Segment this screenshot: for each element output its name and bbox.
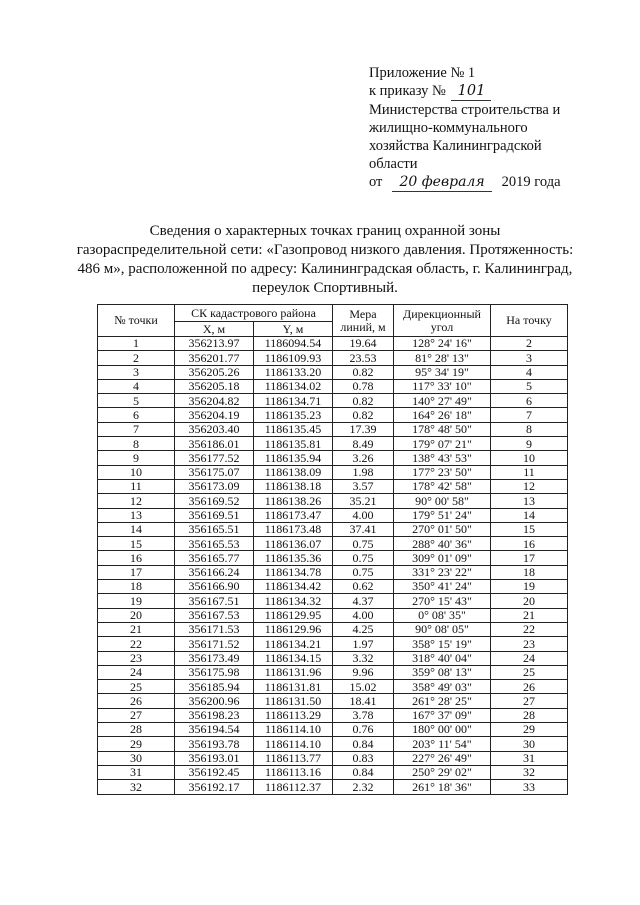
cell-to-point: 8 bbox=[491, 422, 568, 436]
table-header bbox=[98, 305, 568, 337]
header-angle-line-2: угол bbox=[430, 319, 454, 334]
cell-point-no: 24 bbox=[98, 665, 175, 679]
cell-angle: 261° 18' 36" bbox=[394, 780, 491, 794]
cell-point-no: 3 bbox=[98, 365, 175, 379]
cell-to-point: 5 bbox=[491, 379, 568, 393]
cell-x: 356213.97 bbox=[175, 337, 254, 351]
cell-x: 356205.26 bbox=[175, 365, 254, 379]
cell-x: 356193.01 bbox=[175, 751, 254, 765]
cell-length: 35.21 bbox=[333, 494, 394, 508]
cell-point-no: 27 bbox=[98, 708, 175, 722]
cell-x: 356185.94 bbox=[175, 680, 254, 694]
cell-to-point: 18 bbox=[491, 565, 568, 579]
cell-y: 1186129.96 bbox=[254, 622, 333, 636]
cell-to-point: 25 bbox=[491, 665, 568, 679]
cell-length: 9.96 bbox=[333, 665, 394, 679]
cell-point-no: 11 bbox=[98, 479, 175, 493]
cell-angle: 164° 26' 18" bbox=[394, 408, 491, 422]
cell-x: 356204.19 bbox=[175, 408, 254, 422]
table-row bbox=[98, 723, 568, 737]
cell-x: 356165.53 bbox=[175, 537, 254, 551]
cell-y: 1186131.81 bbox=[254, 680, 333, 694]
cell-y: 1186138.26 bbox=[254, 494, 333, 508]
page-title bbox=[60, 222, 590, 298]
cell-length: 4.25 bbox=[333, 622, 394, 636]
cell-y: 1186173.47 bbox=[254, 508, 333, 522]
cell-length: 0.76 bbox=[333, 723, 394, 737]
cell-y: 1186109.93 bbox=[254, 351, 333, 365]
table-row bbox=[98, 522, 568, 536]
cell-x: 356169.51 bbox=[175, 508, 254, 522]
cell-length: 0.84 bbox=[333, 765, 394, 779]
ministry-line-3: хозяйства Калининградской bbox=[369, 138, 542, 154]
cell-to-point: 20 bbox=[491, 594, 568, 608]
cell-x: 356165.51 bbox=[175, 522, 254, 536]
cell-point-no: 13 bbox=[98, 508, 175, 522]
cell-to-point: 4 bbox=[491, 365, 568, 379]
cell-angle: 203° 11' 54" bbox=[394, 737, 491, 751]
cell-length: 18.41 bbox=[333, 694, 394, 708]
header-point-no: № точки bbox=[98, 305, 175, 337]
cell-x: 356173.49 bbox=[175, 651, 254, 665]
cell-to-point: 15 bbox=[491, 522, 568, 536]
cell-y: 1186134.21 bbox=[254, 637, 333, 651]
table-row bbox=[98, 337, 568, 351]
cell-point-no: 22 bbox=[98, 637, 175, 651]
cell-y: 1186114.10 bbox=[254, 723, 333, 737]
cell-angle: 359° 08' 13" bbox=[394, 665, 491, 679]
cell-length: 3.78 bbox=[333, 708, 394, 722]
cell-y: 1186138.18 bbox=[254, 479, 333, 493]
cell-y: 1186113.16 bbox=[254, 765, 333, 779]
table-row bbox=[98, 780, 568, 794]
cell-y: 1186134.71 bbox=[254, 394, 333, 408]
table-row bbox=[98, 394, 568, 408]
cell-length: 19.64 bbox=[333, 337, 394, 351]
cell-y: 1186134.78 bbox=[254, 565, 333, 579]
cell-y: 1186114.10 bbox=[254, 737, 333, 751]
cell-length: 37.41 bbox=[333, 522, 394, 536]
cell-point-no: 21 bbox=[98, 622, 175, 636]
table-row bbox=[98, 437, 568, 451]
cell-point-no: 15 bbox=[98, 537, 175, 551]
heading-line-1: Сведения о характерных точках границ охранной зоны bbox=[149, 223, 501, 239]
cell-x: 356175.07 bbox=[175, 465, 254, 479]
cell-to-point: 26 bbox=[491, 680, 568, 694]
cell-angle: 179° 07' 21" bbox=[394, 437, 491, 451]
cell-x: 356167.51 bbox=[175, 594, 254, 608]
cell-to-point: 10 bbox=[491, 451, 568, 465]
ministry-line-4: области bbox=[369, 156, 418, 172]
cell-x: 356193.78 bbox=[175, 737, 254, 751]
cell-to-point: 13 bbox=[491, 494, 568, 508]
table-row bbox=[98, 408, 568, 422]
table-row bbox=[98, 694, 568, 708]
cell-point-no: 18 bbox=[98, 580, 175, 594]
cell-x: 356192.17 bbox=[175, 780, 254, 794]
cell-to-point: 16 bbox=[491, 537, 568, 551]
cell-x: 356171.53 bbox=[175, 622, 254, 636]
cell-angle: 90° 00' 58" bbox=[394, 494, 491, 508]
cell-y: 1186173.48 bbox=[254, 522, 333, 536]
cell-length: 8.49 bbox=[333, 437, 394, 451]
cell-to-point: 33 bbox=[491, 780, 568, 794]
cell-length: 15.02 bbox=[333, 680, 394, 694]
cell-length: 0.82 bbox=[333, 365, 394, 379]
cell-point-no: 25 bbox=[98, 680, 175, 694]
cell-point-no: 17 bbox=[98, 565, 175, 579]
cell-length: 0.75 bbox=[333, 565, 394, 579]
cell-length: 0.82 bbox=[333, 408, 394, 422]
cell-x: 356177.52 bbox=[175, 451, 254, 465]
cell-x: 356186.01 bbox=[175, 437, 254, 451]
cell-length: 3.26 bbox=[333, 451, 394, 465]
header-length-line-2: линий, м bbox=[340, 319, 386, 334]
cell-angle: 358° 15' 19" bbox=[394, 637, 491, 651]
cell-to-point: 17 bbox=[491, 551, 568, 565]
cell-length: 4.00 bbox=[333, 608, 394, 622]
header-to-point: На точку bbox=[491, 305, 568, 337]
cell-length: 0.83 bbox=[333, 751, 394, 765]
cell-x: 356171.52 bbox=[175, 637, 254, 651]
cell-to-point: 6 bbox=[491, 394, 568, 408]
cell-x: 356194.54 bbox=[175, 723, 254, 737]
cell-angle: 350° 41' 24" bbox=[394, 580, 491, 594]
table-row bbox=[98, 651, 568, 665]
cell-angle: 117° 33' 10" bbox=[394, 379, 491, 393]
cell-point-no: 14 bbox=[98, 522, 175, 536]
table-row bbox=[98, 465, 568, 479]
cell-y: 1186135.81 bbox=[254, 437, 333, 451]
cell-angle: 261° 28' 25" bbox=[394, 694, 491, 708]
table-row bbox=[98, 537, 568, 551]
cell-angle: 90° 08' 05" bbox=[394, 622, 491, 636]
table-row bbox=[98, 379, 568, 393]
cell-y: 1186112.37 bbox=[254, 780, 333, 794]
cell-length: 0.62 bbox=[333, 580, 394, 594]
cell-y: 1186094.54 bbox=[254, 337, 333, 351]
cell-point-no: 19 bbox=[98, 594, 175, 608]
cell-point-no: 23 bbox=[98, 651, 175, 665]
cell-to-point: 3 bbox=[491, 351, 568, 365]
cell-y: 1186134.02 bbox=[254, 379, 333, 393]
date-suffix: 2019 года bbox=[501, 174, 561, 190]
cell-to-point: 28 bbox=[491, 708, 568, 722]
cell-point-no: 6 bbox=[98, 408, 175, 422]
heading-line-3: 486 м», расположенной по адресу: Калининградская область, г. Калининград, bbox=[77, 261, 573, 277]
cell-angle: 178° 42' 58" bbox=[394, 479, 491, 493]
cell-angle: 318° 40' 04" bbox=[394, 651, 491, 665]
boundary-points-table bbox=[97, 304, 568, 795]
header-length bbox=[333, 305, 394, 337]
order-prefix: к приказу № bbox=[369, 83, 446, 99]
cell-x: 356203.40 bbox=[175, 422, 254, 436]
table-row bbox=[98, 551, 568, 565]
table-row bbox=[98, 765, 568, 779]
table-row bbox=[98, 680, 568, 694]
cell-to-point: 22 bbox=[491, 622, 568, 636]
cell-angle: 95° 34' 19" bbox=[394, 365, 491, 379]
cell-angle: 178° 48' 50" bbox=[394, 422, 491, 436]
cell-length: 0.78 bbox=[333, 379, 394, 393]
cell-y: 1186135.23 bbox=[254, 408, 333, 422]
table-row bbox=[98, 508, 568, 522]
header-angle-line-1: Дирекционный bbox=[403, 307, 481, 322]
table-body bbox=[98, 337, 568, 795]
cell-point-no: 2 bbox=[98, 351, 175, 365]
cell-y: 1186113.29 bbox=[254, 708, 333, 722]
cell-y: 1186129.95 bbox=[254, 608, 333, 622]
cell-angle: 331° 23' 22" bbox=[394, 565, 491, 579]
cell-length: 4.37 bbox=[333, 594, 394, 608]
cell-point-no: 12 bbox=[98, 494, 175, 508]
table-row bbox=[98, 580, 568, 594]
date-prefix: от bbox=[369, 174, 383, 190]
cell-angle: 179° 51' 24" bbox=[394, 508, 491, 522]
header-x: X, м bbox=[175, 322, 254, 337]
cell-x: 356173.09 bbox=[175, 479, 254, 493]
table-row bbox=[98, 479, 568, 493]
cell-y: 1186135.45 bbox=[254, 422, 333, 436]
cell-length: 2.32 bbox=[333, 780, 394, 794]
handwritten-order-number: 101 bbox=[451, 82, 491, 101]
cell-length: 23.53 bbox=[333, 351, 394, 365]
table-row bbox=[98, 608, 568, 622]
cell-point-no: 26 bbox=[98, 694, 175, 708]
cell-angle: 177° 23' 50" bbox=[394, 465, 491, 479]
appendix-title: Приложение № 1 bbox=[369, 65, 476, 81]
cell-y: 1186135.94 bbox=[254, 451, 333, 465]
cell-to-point: 23 bbox=[491, 637, 568, 651]
cell-angle: 270° 15' 43" bbox=[394, 594, 491, 608]
cell-point-no: 20 bbox=[98, 608, 175, 622]
cell-to-point: 24 bbox=[491, 651, 568, 665]
cell-angle: 358° 49' 03" bbox=[394, 680, 491, 694]
cell-y: 1186135.36 bbox=[254, 551, 333, 565]
cell-length: 3.57 bbox=[333, 479, 394, 493]
table-row bbox=[98, 494, 568, 508]
cell-to-point: 14 bbox=[491, 508, 568, 522]
cell-x: 356204.82 bbox=[175, 394, 254, 408]
table-row bbox=[98, 637, 568, 651]
handwritten-date: 20 февраля bbox=[392, 173, 492, 192]
cell-point-no: 1 bbox=[98, 337, 175, 351]
cell-y: 1186134.32 bbox=[254, 594, 333, 608]
cell-y: 1186136.07 bbox=[254, 537, 333, 551]
cell-x: 356167.53 bbox=[175, 608, 254, 622]
cell-length: 0.75 bbox=[333, 537, 394, 551]
heading-line-4: переулок Спортивный. bbox=[252, 280, 398, 296]
cell-angle: 138° 43' 53" bbox=[394, 451, 491, 465]
cell-angle: 0° 08' 35" bbox=[394, 608, 491, 622]
table-row bbox=[98, 751, 568, 765]
cell-point-no: 32 bbox=[98, 780, 175, 794]
cell-point-no: 8 bbox=[98, 437, 175, 451]
cell-point-no: 9 bbox=[98, 451, 175, 465]
cell-length: 0.82 bbox=[333, 394, 394, 408]
cell-angle: 140° 27' 49" bbox=[394, 394, 491, 408]
table-row bbox=[98, 665, 568, 679]
cell-point-no: 30 bbox=[98, 751, 175, 765]
ministry-line-2: жилищно-коммунального bbox=[369, 120, 528, 136]
cell-to-point: 7 bbox=[491, 408, 568, 422]
table-row bbox=[98, 708, 568, 722]
cell-y: 1186131.96 bbox=[254, 665, 333, 679]
cell-point-no: 5 bbox=[98, 394, 175, 408]
cell-point-no: 31 bbox=[98, 765, 175, 779]
cell-angle: 128° 24' 16" bbox=[394, 337, 491, 351]
cell-point-no: 4 bbox=[98, 379, 175, 393]
cell-point-no: 7 bbox=[98, 422, 175, 436]
cell-length: 0.84 bbox=[333, 737, 394, 751]
cell-length: 4.00 bbox=[333, 508, 394, 522]
table-row bbox=[98, 737, 568, 751]
cell-to-point: 32 bbox=[491, 765, 568, 779]
cell-to-point: 31 bbox=[491, 751, 568, 765]
cell-angle: 227° 26' 49" bbox=[394, 751, 491, 765]
cell-x: 356192.45 bbox=[175, 765, 254, 779]
cell-x: 356198.23 bbox=[175, 708, 254, 722]
cell-to-point: 21 bbox=[491, 608, 568, 622]
table-row bbox=[98, 365, 568, 379]
header-length-line-1: Мера bbox=[349, 307, 377, 322]
table-row bbox=[98, 422, 568, 436]
cell-x: 356200.96 bbox=[175, 694, 254, 708]
cell-to-point: 12 bbox=[491, 479, 568, 493]
order-date bbox=[369, 173, 599, 192]
cell-x: 356175.98 bbox=[175, 665, 254, 679]
cell-x: 356165.77 bbox=[175, 551, 254, 565]
cell-point-no: 28 bbox=[98, 723, 175, 737]
cell-to-point: 19 bbox=[491, 580, 568, 594]
cell-y: 1186134.15 bbox=[254, 651, 333, 665]
cell-y: 1186138.09 bbox=[254, 465, 333, 479]
cell-y: 1186134.42 bbox=[254, 580, 333, 594]
cell-to-point: 2 bbox=[491, 337, 568, 351]
cell-angle: 250° 29' 02" bbox=[394, 765, 491, 779]
cell-y: 1186113.77 bbox=[254, 751, 333, 765]
cell-to-point: 27 bbox=[491, 694, 568, 708]
cell-angle: 81° 28' 13" bbox=[394, 351, 491, 365]
heading-line-2: газораспределительной сети: «Газопровод низкого давления. Протяженность: bbox=[76, 242, 574, 258]
cell-point-no: 16 bbox=[98, 551, 175, 565]
cell-to-point: 30 bbox=[491, 737, 568, 751]
cell-length: 17.39 bbox=[333, 422, 394, 436]
table-row bbox=[98, 594, 568, 608]
table-row bbox=[98, 451, 568, 465]
cell-angle: 309° 01' 09" bbox=[394, 551, 491, 565]
header-angle bbox=[394, 305, 491, 337]
table-row bbox=[98, 351, 568, 365]
cell-y: 1186133.20 bbox=[254, 365, 333, 379]
cell-point-no: 10 bbox=[98, 465, 175, 479]
appendix-block bbox=[369, 64, 599, 192]
cell-angle: 288° 40' 36" bbox=[394, 537, 491, 551]
table-row bbox=[98, 565, 568, 579]
cell-x: 356166.90 bbox=[175, 580, 254, 594]
header-cadastral: СК кадастрового района bbox=[175, 305, 333, 322]
cell-length: 1.98 bbox=[333, 465, 394, 479]
cell-x: 356169.52 bbox=[175, 494, 254, 508]
header-y: Y, м bbox=[254, 322, 333, 337]
cell-length: 0.75 bbox=[333, 551, 394, 565]
cell-angle: 270° 01' 50" bbox=[394, 522, 491, 536]
cell-x: 356205.18 bbox=[175, 379, 254, 393]
cell-y: 1186131.50 bbox=[254, 694, 333, 708]
order-reference bbox=[369, 82, 599, 101]
cell-angle: 180° 00' 00" bbox=[394, 723, 491, 737]
cell-length: 1.97 bbox=[333, 637, 394, 651]
table-row bbox=[98, 622, 568, 636]
cell-to-point: 29 bbox=[491, 723, 568, 737]
cell-point-no: 29 bbox=[98, 737, 175, 751]
cell-x: 356166.24 bbox=[175, 565, 254, 579]
ministry-line-1: Министерства строительства и bbox=[369, 102, 561, 118]
cell-length: 3.32 bbox=[333, 651, 394, 665]
cell-to-point: 11 bbox=[491, 465, 568, 479]
cell-to-point: 9 bbox=[491, 437, 568, 451]
cell-x: 356201.77 bbox=[175, 351, 254, 365]
cell-angle: 167° 37' 09" bbox=[394, 708, 491, 722]
